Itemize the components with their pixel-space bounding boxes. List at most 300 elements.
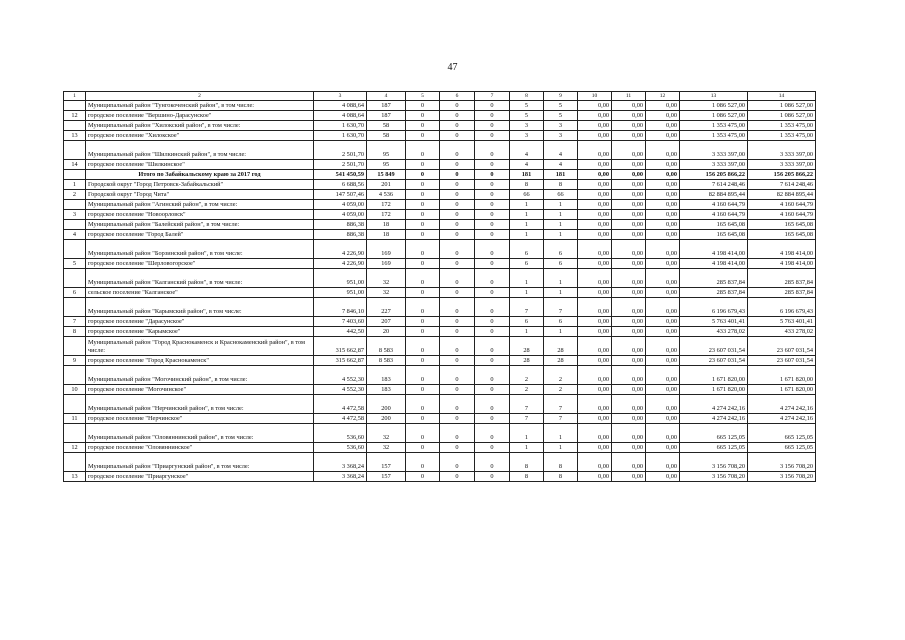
value-cell: 0 xyxy=(406,259,440,269)
value-cell: 0 xyxy=(475,200,510,210)
value-cell: 0 xyxy=(406,453,440,472)
value-cell: 187 xyxy=(367,111,406,121)
value-cell: 0,00 xyxy=(646,170,680,180)
value-cell: 3 368,24 xyxy=(314,453,367,472)
name-cell: Муниципальный район "Карымский район", в том числе: xyxy=(86,298,314,317)
value-cell: 0 xyxy=(406,443,440,453)
value-cell: 7 xyxy=(510,395,544,414)
value-cell: 8 583 xyxy=(367,356,406,366)
row-number-cell: 4 xyxy=(64,230,86,240)
value-cell: 1 xyxy=(510,230,544,240)
value-cell: 4 xyxy=(544,160,578,170)
value-cell: 4 536 xyxy=(367,190,406,200)
value-cell: 0 xyxy=(406,230,440,240)
value-cell: 0 xyxy=(406,337,440,356)
value-cell: 0,00 xyxy=(646,337,680,356)
value-cell: 23 607 031,54 xyxy=(680,337,748,356)
value-cell: 0,00 xyxy=(612,210,646,220)
row-number-cell: 3 xyxy=(64,210,86,220)
value-cell: 541 450,59 xyxy=(314,170,367,180)
value-cell: 0 xyxy=(475,160,510,170)
row-number-cell: 14 xyxy=(64,160,86,170)
name-cell: Муниципальный район "Город Краснокаменск и Краснокаменский район", в том числе: xyxy=(86,337,314,356)
value-cell: 0 xyxy=(475,443,510,453)
value-cell: 0 xyxy=(440,190,475,200)
name-cell: Итого по Забайкальскому краю за 2017 год xyxy=(86,170,314,180)
value-cell: 0,00 xyxy=(578,317,612,327)
value-cell: 169 xyxy=(367,240,406,259)
value-cell: 3 xyxy=(510,131,544,141)
row-number-cell xyxy=(64,141,86,160)
name-cell: городское поселение "Оловяннинское" xyxy=(86,443,314,453)
value-cell: 95 xyxy=(367,141,406,160)
value-cell: 0 xyxy=(475,220,510,230)
value-cell: 886,38 xyxy=(314,220,367,230)
table-row xyxy=(64,220,816,230)
value-cell: 0 xyxy=(440,395,475,414)
table-row xyxy=(64,131,816,141)
value-cell: 0 xyxy=(406,424,440,443)
value-cell: 0 xyxy=(475,395,510,414)
value-cell: 32 xyxy=(367,424,406,443)
value-cell: 156 205 866,22 xyxy=(748,170,816,180)
name-cell: городское поселение "Нерчинское" xyxy=(86,414,314,424)
value-cell: 0,00 xyxy=(612,111,646,121)
value-cell: 0 xyxy=(475,210,510,220)
name-cell: городское поселение "Хилокское" xyxy=(86,131,314,141)
name-cell: городское поселение "Новоорловск" xyxy=(86,210,314,220)
column-header: 1 xyxy=(64,92,86,101)
value-cell: 0,00 xyxy=(578,240,612,259)
value-cell: 0 xyxy=(475,101,510,111)
value-cell: 315 662,87 xyxy=(314,337,367,356)
value-cell: 0,00 xyxy=(646,472,680,482)
value-cell: 1 xyxy=(544,327,578,337)
value-cell: 0,00 xyxy=(578,111,612,121)
value-cell: 0 xyxy=(475,414,510,424)
value-cell: 1 xyxy=(544,200,578,210)
value-cell: 0,00 xyxy=(612,170,646,180)
value-cell: 165 645,08 xyxy=(748,220,816,230)
value-cell: 665 125,05 xyxy=(748,424,816,443)
row-number-cell: 13 xyxy=(64,472,86,482)
value-cell: 0,00 xyxy=(612,259,646,269)
value-cell: 0 xyxy=(440,453,475,472)
name-cell: Муниципальный район "Могочинский район", в том числе: xyxy=(86,366,314,385)
row-number-cell: 1 xyxy=(64,180,86,190)
value-cell: 66 xyxy=(510,190,544,200)
row-number-cell: 8 xyxy=(64,327,86,337)
name-cell: городское поселение "Город Балей" xyxy=(86,230,314,240)
table-row xyxy=(64,337,816,356)
value-cell: 7 xyxy=(544,395,578,414)
value-cell: 0,00 xyxy=(612,453,646,472)
row-number-cell xyxy=(64,269,86,288)
value-cell: 0,00 xyxy=(646,317,680,327)
table-row xyxy=(64,472,816,482)
value-cell: 0,00 xyxy=(646,327,680,337)
value-cell: 8 xyxy=(544,472,578,482)
table-row xyxy=(64,366,816,385)
value-cell: 165 645,08 xyxy=(680,220,748,230)
name-cell: Муниципальный район "Нерчинский район", в том числе: xyxy=(86,395,314,414)
value-cell: 0 xyxy=(440,160,475,170)
value-cell: 0 xyxy=(440,317,475,327)
value-cell: 0 xyxy=(475,240,510,259)
value-cell: 3 156 708,20 xyxy=(748,453,816,472)
value-cell: 0,00 xyxy=(646,141,680,160)
value-cell: 951,00 xyxy=(314,269,367,288)
value-cell: 23 607 031,54 xyxy=(748,337,816,356)
value-cell: 82 884 895,44 xyxy=(748,190,816,200)
value-cell: 0,00 xyxy=(646,240,680,259)
value-cell: 0 xyxy=(440,288,475,298)
row-number-cell xyxy=(64,220,86,230)
value-cell: 1 xyxy=(510,269,544,288)
table-row xyxy=(64,288,816,298)
value-cell: 58 xyxy=(367,121,406,131)
column-header: 9 xyxy=(544,92,578,101)
value-cell: 0 xyxy=(406,200,440,210)
value-cell: 1 xyxy=(544,210,578,220)
value-cell: 15 849 xyxy=(367,170,406,180)
column-header: 5 xyxy=(406,92,440,101)
value-cell: 0,00 xyxy=(578,414,612,424)
column-header: 14 xyxy=(748,92,816,101)
name-cell: Муниципальный район "Калганский район", в том числе: xyxy=(86,269,314,288)
value-cell: 3 333 397,00 xyxy=(680,160,748,170)
name-cell: Муниципальный район "Оловяннинский район", в том числе: xyxy=(86,424,314,443)
table-row xyxy=(64,395,816,414)
value-cell: 7 846,10 xyxy=(314,298,367,317)
value-cell: 0,00 xyxy=(612,327,646,337)
value-cell: 32 xyxy=(367,443,406,453)
value-cell: 0,00 xyxy=(578,259,612,269)
value-cell: 0 xyxy=(406,414,440,424)
value-cell: 1 xyxy=(510,327,544,337)
value-cell: 4 198 414,00 xyxy=(748,259,816,269)
value-cell: 181 xyxy=(510,170,544,180)
value-cell: 4 xyxy=(544,141,578,160)
value-cell: 0,00 xyxy=(612,141,646,160)
table-row xyxy=(64,190,816,200)
column-header: 3 xyxy=(314,92,367,101)
value-cell: 200 xyxy=(367,414,406,424)
table-row xyxy=(64,385,816,395)
value-cell: 3 333 397,00 xyxy=(748,160,816,170)
value-cell: 0,00 xyxy=(578,190,612,200)
value-cell: 7 614 248,46 xyxy=(748,180,816,190)
value-cell: 315 662,87 xyxy=(314,356,367,366)
value-cell: 285 837,84 xyxy=(680,288,748,298)
value-cell: 6 688,56 xyxy=(314,180,367,190)
value-cell: 0 xyxy=(475,190,510,200)
value-cell: 2 xyxy=(544,385,578,395)
column-header: 13 xyxy=(680,92,748,101)
value-cell: 7 xyxy=(510,298,544,317)
value-cell: 28 xyxy=(510,337,544,356)
value-cell: 0,00 xyxy=(578,356,612,366)
row-number-cell xyxy=(64,337,86,356)
value-cell: 8 xyxy=(544,180,578,190)
value-cell: 3 156 708,20 xyxy=(748,472,816,482)
value-cell: 181 xyxy=(544,170,578,180)
name-cell: Муниципальный район "Тунгокоченский район", в том числе: xyxy=(86,101,314,111)
value-cell: 1 671 820,00 xyxy=(748,385,816,395)
value-cell: 3 333 397,00 xyxy=(680,141,748,160)
value-cell: 0,00 xyxy=(578,180,612,190)
column-header: 4 xyxy=(367,92,406,101)
value-cell: 4 472,58 xyxy=(314,414,367,424)
name-cell: Муниципальный район "Агинский район", в том числе: xyxy=(86,200,314,210)
value-cell: 0,00 xyxy=(612,190,646,200)
value-cell: 8 xyxy=(544,453,578,472)
value-cell: 4 160 644,79 xyxy=(748,200,816,210)
value-cell: 7 xyxy=(544,414,578,424)
data-table xyxy=(63,91,816,482)
row-number-cell: 9 xyxy=(64,356,86,366)
value-cell: 0 xyxy=(475,131,510,141)
value-cell: 3 xyxy=(510,121,544,131)
value-cell: 536,60 xyxy=(314,443,367,453)
value-cell: 4 088,64 xyxy=(314,111,367,121)
value-cell: 4 059,00 xyxy=(314,210,367,220)
value-cell: 0 xyxy=(406,170,440,180)
value-cell: 0,00 xyxy=(612,414,646,424)
row-number-cell: 12 xyxy=(64,111,86,121)
value-cell: 0,00 xyxy=(612,220,646,230)
value-cell: 1 xyxy=(544,424,578,443)
table-row xyxy=(64,240,816,259)
row-number-cell: 10 xyxy=(64,385,86,395)
value-cell: 0,00 xyxy=(646,385,680,395)
value-cell: 0 xyxy=(475,327,510,337)
value-cell: 4 160 644,79 xyxy=(680,210,748,220)
value-cell: 3 156 708,20 xyxy=(680,453,748,472)
name-cell: Муниципальный район "Хилокский район", в том числе: xyxy=(86,121,314,131)
value-cell: 0 xyxy=(406,327,440,337)
value-cell: 6 xyxy=(510,259,544,269)
value-cell: 0 xyxy=(406,210,440,220)
value-cell: 169 xyxy=(367,259,406,269)
value-cell: 0,00 xyxy=(612,356,646,366)
value-cell: 0,00 xyxy=(646,121,680,131)
row-number-cell: 11 xyxy=(64,414,86,424)
column-header: 7 xyxy=(475,92,510,101)
table-row xyxy=(64,269,816,288)
value-cell: 8 xyxy=(510,453,544,472)
value-cell: 172 xyxy=(367,210,406,220)
value-cell: 1 086 527,00 xyxy=(680,111,748,121)
value-cell: 6 xyxy=(544,317,578,327)
value-cell: 0,00 xyxy=(646,190,680,200)
value-cell: 0 xyxy=(475,472,510,482)
value-cell: 5 xyxy=(510,101,544,111)
value-cell: 1 671 820,00 xyxy=(680,385,748,395)
value-cell: 0,00 xyxy=(578,200,612,210)
value-cell: 6 xyxy=(510,240,544,259)
value-cell: 1 086 527,00 xyxy=(680,101,748,111)
value-cell: 0 xyxy=(440,101,475,111)
value-cell: 0 xyxy=(406,472,440,482)
value-cell: 0 xyxy=(475,230,510,240)
value-cell: 665 125,05 xyxy=(680,443,748,453)
value-cell: 1 671 820,00 xyxy=(748,366,816,385)
value-cell: 82 884 895,44 xyxy=(680,190,748,200)
value-cell: 0 xyxy=(440,414,475,424)
value-cell: 4 160 644,79 xyxy=(680,200,748,210)
column-header: 10 xyxy=(578,92,612,101)
table-row xyxy=(64,443,816,453)
value-cell: 32 xyxy=(367,269,406,288)
value-cell: 1 xyxy=(510,220,544,230)
name-cell: Муниципальный район "Балейский район", в том числе: xyxy=(86,220,314,230)
value-cell: 3 xyxy=(544,121,578,131)
value-cell: 0,00 xyxy=(646,366,680,385)
name-cell: Муниципальный район "Борзинский район", в том числе: xyxy=(86,240,314,259)
row-number-cell xyxy=(64,366,86,385)
row-number-cell: 12 xyxy=(64,443,86,453)
value-cell: 2 xyxy=(510,366,544,385)
value-cell: 0 xyxy=(406,356,440,366)
name-cell: городское поселение "Шилкинское" xyxy=(86,160,314,170)
value-cell: 0 xyxy=(475,121,510,131)
value-cell: 0 xyxy=(440,220,475,230)
value-cell: 0,00 xyxy=(612,395,646,414)
row-number-cell xyxy=(64,240,86,259)
table-row xyxy=(64,327,816,337)
value-cell: 1 353 475,00 xyxy=(748,121,816,131)
name-cell: городское поселение "Вершино-Дарасунское" xyxy=(86,111,314,121)
value-cell: 227 xyxy=(367,298,406,317)
value-cell: 0 xyxy=(440,337,475,356)
value-cell: 1 xyxy=(544,230,578,240)
value-cell: 0 xyxy=(406,180,440,190)
value-cell: 0,00 xyxy=(646,414,680,424)
value-cell: 0,00 xyxy=(612,160,646,170)
value-cell: 0,00 xyxy=(578,141,612,160)
column-header: 12 xyxy=(646,92,680,101)
value-cell: 0,00 xyxy=(578,101,612,111)
value-cell: 6 xyxy=(544,240,578,259)
value-cell: 0,00 xyxy=(612,298,646,317)
value-cell: 433 278,02 xyxy=(680,327,748,337)
value-cell: 0 xyxy=(475,298,510,317)
value-cell: 5 xyxy=(510,111,544,121)
value-cell: 4 xyxy=(510,141,544,160)
value-cell: 0,00 xyxy=(578,453,612,472)
value-cell: 0,00 xyxy=(612,200,646,210)
column-header: 2 xyxy=(86,92,314,101)
value-cell: 4 198 414,00 xyxy=(680,259,748,269)
value-cell: 0,00 xyxy=(578,472,612,482)
value-cell: 0 xyxy=(440,424,475,443)
value-cell: 4 088,64 xyxy=(314,101,367,111)
value-cell: 4 160 644,79 xyxy=(748,210,816,220)
value-cell: 6 196 679,43 xyxy=(680,298,748,317)
value-cell: 6 xyxy=(544,259,578,269)
row-number-cell: 5 xyxy=(64,259,86,269)
row-number-cell xyxy=(64,424,86,443)
row-number-cell xyxy=(64,200,86,210)
value-cell: 4 274 242,16 xyxy=(748,395,816,414)
value-cell: 0,00 xyxy=(612,366,646,385)
column-header: 11 xyxy=(612,92,646,101)
value-cell: 1 xyxy=(510,424,544,443)
row-number-cell: 2 xyxy=(64,190,86,200)
value-cell: 1 xyxy=(544,288,578,298)
value-cell: 0,00 xyxy=(578,160,612,170)
value-cell: 0 xyxy=(475,424,510,443)
table-row xyxy=(64,424,816,443)
value-cell: 1 353 475,00 xyxy=(680,131,748,141)
value-cell: 0 xyxy=(440,259,475,269)
value-cell: 1 353 475,00 xyxy=(748,131,816,141)
value-cell: 5 763 401,41 xyxy=(680,317,748,327)
value-cell: 0,00 xyxy=(646,356,680,366)
value-cell: 0 xyxy=(440,180,475,190)
value-cell: 1 630,70 xyxy=(314,131,367,141)
value-cell: 0 xyxy=(406,160,440,170)
value-cell: 1 086 527,00 xyxy=(748,101,816,111)
value-cell: 147 507,46 xyxy=(314,190,367,200)
table-row xyxy=(64,121,816,131)
value-cell: 0 xyxy=(475,111,510,121)
value-cell: 0,00 xyxy=(578,121,612,131)
name-cell: Городской округ "Город Чита" xyxy=(86,190,314,200)
value-cell: 0 xyxy=(406,121,440,131)
value-cell: 3 368,24 xyxy=(314,472,367,482)
value-cell: 0,00 xyxy=(646,220,680,230)
row-number-cell: 6 xyxy=(64,288,86,298)
value-cell: 0,00 xyxy=(646,101,680,111)
value-cell: 0 xyxy=(440,141,475,160)
value-cell: 8 xyxy=(510,472,544,482)
value-cell: 0 xyxy=(440,269,475,288)
row-number-cell xyxy=(64,395,86,414)
value-cell: 0 xyxy=(475,317,510,327)
value-cell: 0,00 xyxy=(612,424,646,443)
name-cell: Муниципальный район "Приаргунский район", в том числе: xyxy=(86,453,314,472)
value-cell: 0 xyxy=(440,230,475,240)
table-row xyxy=(64,356,816,366)
table-row xyxy=(64,230,816,240)
value-cell: 0 xyxy=(406,240,440,259)
value-cell: 0 xyxy=(440,298,475,317)
value-cell: 2 501,70 xyxy=(314,160,367,170)
value-cell: 0,00 xyxy=(646,443,680,453)
value-cell: 0 xyxy=(406,317,440,327)
value-cell: 4 274 242,16 xyxy=(680,414,748,424)
table-row xyxy=(64,111,816,121)
value-cell: 0 xyxy=(406,141,440,160)
value-cell: 0,00 xyxy=(612,385,646,395)
value-cell: 0,00 xyxy=(578,288,612,298)
value-cell: 0,00 xyxy=(646,424,680,443)
value-cell: 0 xyxy=(440,210,475,220)
value-cell: 0,00 xyxy=(578,385,612,395)
value-cell: 0 xyxy=(406,298,440,317)
value-cell: 1 353 475,00 xyxy=(680,121,748,131)
value-cell: 0,00 xyxy=(578,443,612,453)
table-row xyxy=(64,414,816,424)
value-cell: 1 671 820,00 xyxy=(680,366,748,385)
table-row xyxy=(64,160,816,170)
value-cell: 5 763 401,41 xyxy=(748,317,816,327)
value-cell: 2 xyxy=(510,385,544,395)
value-cell: 886,38 xyxy=(314,230,367,240)
value-cell: 32 xyxy=(367,288,406,298)
